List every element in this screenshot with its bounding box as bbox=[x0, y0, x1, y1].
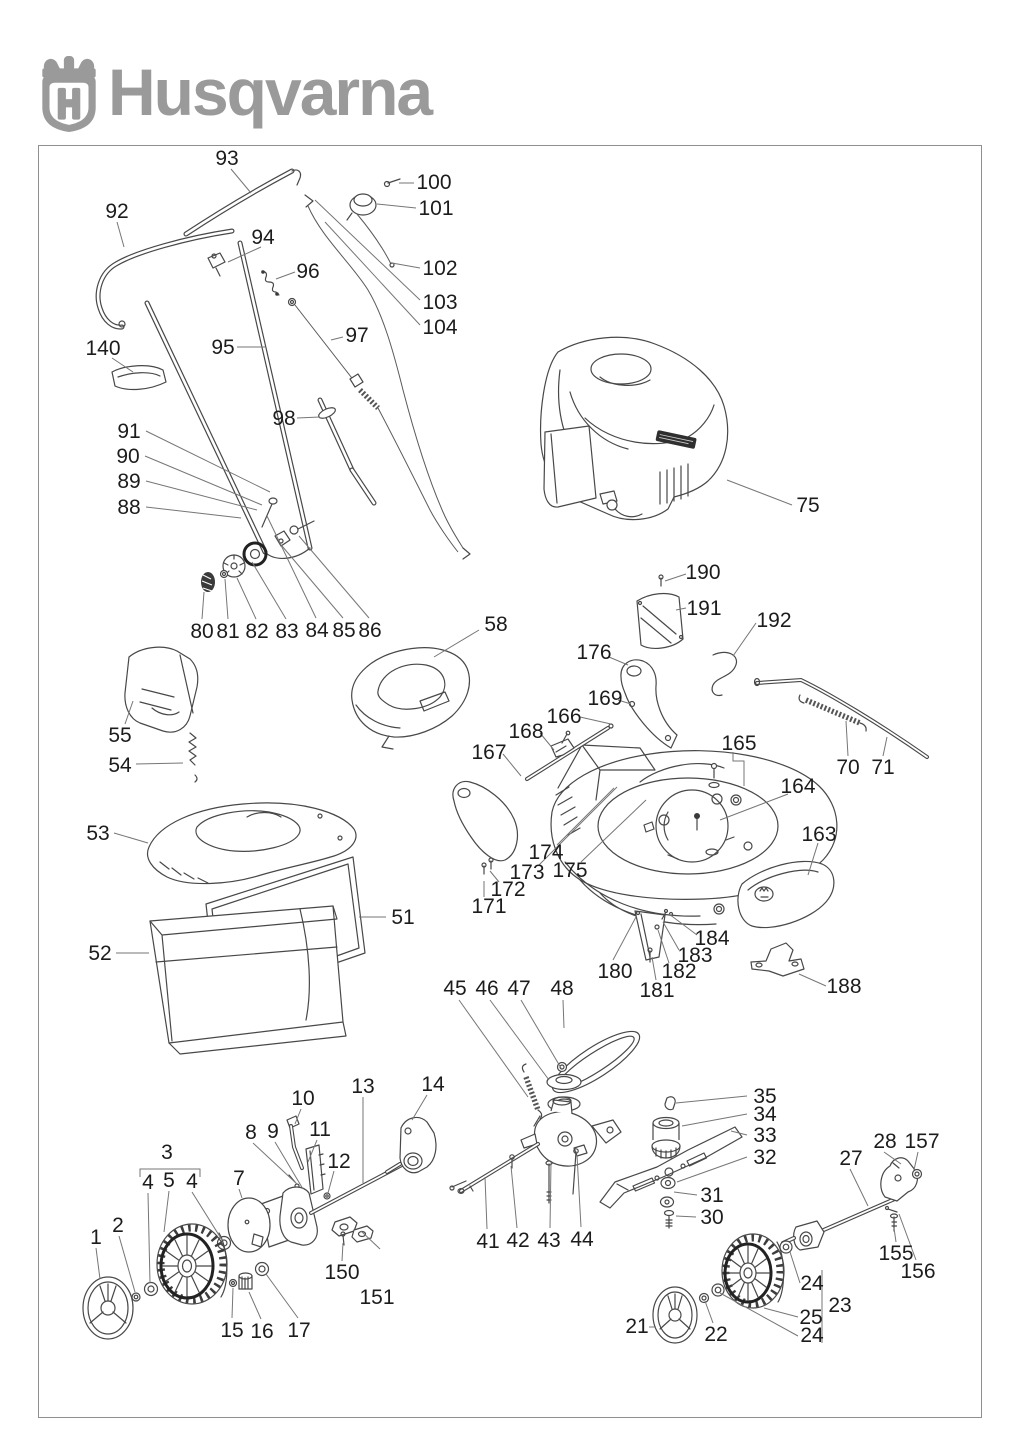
part-12-pin bbox=[324, 1193, 330, 1199]
part-label-191: 191 bbox=[686, 597, 722, 620]
part-label-183: 183 bbox=[677, 944, 713, 967]
part-54-spring bbox=[189, 733, 197, 782]
part-84-bolt bbox=[262, 498, 277, 527]
part-7-dust-disc bbox=[228, 1198, 270, 1252]
part-11-bracket-plate bbox=[306, 1145, 325, 1194]
part-1-front-hubcap bbox=[83, 1277, 133, 1339]
leader-75 bbox=[727, 480, 792, 505]
leader-53 bbox=[114, 833, 148, 843]
part-label-28: 28 bbox=[873, 1130, 897, 1153]
part-35-key bbox=[665, 1097, 675, 1110]
part-label-150: 150 bbox=[324, 1261, 360, 1284]
part-label-90: 90 bbox=[116, 445, 140, 468]
part-label-93: 93 bbox=[215, 147, 239, 170]
part-5-front-wheel bbox=[157, 1224, 227, 1304]
part-98-cable-guide-tube bbox=[317, 400, 374, 503]
leader-12 bbox=[328, 1171, 334, 1193]
part-41-axle-shaft bbox=[458, 1144, 538, 1193]
part-label-24: 24 bbox=[800, 1324, 824, 1347]
part-label-104: 104 bbox=[422, 316, 458, 339]
part-label-84: 84 bbox=[305, 619, 329, 642]
part-label-163: 163 bbox=[801, 823, 837, 846]
part-34-blade-adapter bbox=[652, 1118, 680, 1159]
part-45-spring bbox=[522, 1064, 541, 1126]
part-label-95: 95 bbox=[211, 336, 235, 359]
part-label-155: 155 bbox=[878, 1242, 914, 1265]
part-label-7: 7 bbox=[233, 1167, 245, 1190]
part-100-screw bbox=[385, 179, 401, 187]
part-83-friction-ring bbox=[244, 543, 266, 565]
part-96-spring bbox=[261, 270, 279, 296]
leader-81 bbox=[225, 579, 228, 619]
part-label-53: 53 bbox=[86, 822, 110, 845]
part-label-83: 83 bbox=[275, 620, 299, 643]
brand-wordmark: Husqvarna bbox=[108, 55, 432, 129]
part-label-167: 167 bbox=[471, 741, 507, 764]
part-label-30: 30 bbox=[700, 1206, 724, 1229]
leader-5 bbox=[164, 1191, 169, 1232]
part-label-102: 102 bbox=[422, 257, 458, 280]
part-label-17: 17 bbox=[287, 1319, 311, 1342]
leader-150 bbox=[342, 1243, 343, 1261]
leader-9 bbox=[275, 1142, 303, 1189]
part-171-172-screws bbox=[482, 858, 493, 874]
leader-15 bbox=[232, 1288, 233, 1318]
part-label-44: 44 bbox=[570, 1228, 594, 1251]
leader-25 bbox=[764, 1308, 798, 1317]
part-label-47: 47 bbox=[507, 977, 531, 1000]
part-label-88: 88 bbox=[117, 496, 141, 519]
leader-90 bbox=[145, 456, 262, 505]
part-label-169: 169 bbox=[587, 687, 623, 710]
leader-7 bbox=[239, 1189, 242, 1198]
leader-30 bbox=[676, 1216, 696, 1217]
leader-27 bbox=[850, 1169, 868, 1206]
leader-24 bbox=[790, 1252, 800, 1283]
part-label-168: 168 bbox=[508, 720, 544, 743]
part-75-engine bbox=[541, 337, 728, 519]
leader-176 bbox=[609, 657, 628, 665]
part-label-22: 22 bbox=[704, 1323, 728, 1346]
leader-16 bbox=[249, 1292, 261, 1319]
part-93-upper-handle bbox=[186, 170, 301, 234]
part-188-bracket bbox=[751, 943, 804, 976]
leader-1 bbox=[96, 1248, 100, 1279]
part-70-spring bbox=[799, 695, 866, 731]
part-4-bearing-inner bbox=[145, 1283, 158, 1296]
leader-190 bbox=[665, 574, 686, 581]
part-30-blade-bolt bbox=[665, 1211, 674, 1229]
part-label-43: 43 bbox=[537, 1229, 561, 1252]
part-71-door-rod bbox=[755, 679, 928, 758]
leader-86 bbox=[299, 536, 369, 618]
part-label-180: 180 bbox=[597, 960, 633, 983]
part-label-55: 55 bbox=[108, 724, 132, 747]
leader-80 bbox=[202, 592, 204, 619]
leader-157 bbox=[914, 1152, 918, 1170]
part-21-rear-hubcap bbox=[653, 1287, 697, 1343]
part-81-washer bbox=[221, 571, 228, 578]
part-label-165: 165 bbox=[721, 732, 757, 755]
part-label-173: 173 bbox=[509, 861, 545, 884]
part-label-166: 166 bbox=[546, 705, 582, 728]
leader-46 bbox=[490, 1000, 549, 1080]
part-17-drive-cap bbox=[256, 1263, 269, 1276]
part-label-97: 97 bbox=[345, 324, 369, 347]
part-52-catcher-bag bbox=[150, 906, 346, 1054]
leader-17 bbox=[266, 1274, 298, 1318]
part-label-176: 176 bbox=[576, 641, 612, 664]
part-label-157: 157 bbox=[904, 1130, 940, 1153]
leader-83 bbox=[252, 562, 286, 619]
part-label-85: 85 bbox=[332, 619, 356, 642]
leader-45 bbox=[459, 1000, 528, 1097]
part-label-48: 48 bbox=[550, 977, 574, 1000]
part-label-1: 1 bbox=[90, 1226, 102, 1249]
part-label-15: 15 bbox=[220, 1319, 244, 1342]
part-48-drive-belt bbox=[545, 1022, 647, 1103]
part-label-12: 12 bbox=[327, 1150, 351, 1173]
part-label-52: 52 bbox=[88, 942, 112, 965]
part-94-cable-clamp bbox=[208, 253, 225, 276]
part-14-axle-bracket bbox=[387, 1117, 466, 1190]
part-25-rear-wheel bbox=[722, 1234, 784, 1308]
part-95-handle-tubes bbox=[147, 243, 310, 558]
part-label-41: 41 bbox=[476, 1230, 500, 1253]
leader-44 bbox=[577, 1155, 581, 1227]
leader-166 bbox=[580, 717, 611, 724]
part-label-103: 103 bbox=[422, 291, 458, 314]
part-label-35: 35 bbox=[753, 1085, 777, 1108]
part-label-14: 14 bbox=[421, 1073, 445, 1096]
leader-85 bbox=[282, 546, 343, 618]
part-label-33: 33 bbox=[753, 1124, 777, 1147]
part-label-71: 71 bbox=[871, 756, 895, 779]
leader-104 bbox=[325, 222, 420, 325]
part-label-11: 11 bbox=[309, 1118, 331, 1141]
leader-47 bbox=[521, 1000, 561, 1068]
part-label-100: 100 bbox=[416, 171, 452, 194]
part-label-151: 151 bbox=[359, 1286, 395, 1309]
part-label-4: 4 bbox=[142, 1171, 154, 1194]
part-label-21: 21 bbox=[625, 1315, 649, 1338]
part-label-98: 98 bbox=[272, 407, 296, 430]
leader-48 bbox=[563, 1000, 564, 1028]
leader-82 bbox=[237, 578, 256, 619]
part-101-throttle-knob bbox=[347, 194, 376, 220]
leader-192 bbox=[733, 623, 756, 656]
part-label-32: 32 bbox=[753, 1146, 777, 1169]
leader-96 bbox=[276, 272, 295, 279]
part-label-25: 25 bbox=[799, 1306, 823, 1329]
leader-155 bbox=[894, 1228, 896, 1242]
part-label-181: 181 bbox=[639, 979, 675, 1002]
part-150-151-clips bbox=[332, 1217, 373, 1245]
leader-188 bbox=[799, 974, 826, 986]
part-28-axle-bracket bbox=[881, 1158, 918, 1201]
part-label-45: 45 bbox=[443, 977, 467, 1000]
part-15-washer bbox=[230, 1280, 237, 1287]
part-102-cable-short bbox=[357, 214, 394, 267]
part-label-34: 34 bbox=[753, 1103, 777, 1126]
leader-41 bbox=[485, 1177, 487, 1229]
part-103-104-throttle-cable bbox=[305, 195, 470, 559]
part-label-3: 3 bbox=[161, 1141, 173, 1164]
part-10-lever bbox=[287, 1116, 302, 1168]
part-label-82: 82 bbox=[245, 620, 269, 643]
part-label-81: 81 bbox=[216, 620, 240, 643]
leader-93 bbox=[231, 169, 251, 193]
leader-97 bbox=[331, 337, 343, 340]
part-32-washer bbox=[661, 1178, 675, 1189]
part-label-184: 184 bbox=[694, 927, 730, 950]
leader-98 bbox=[297, 417, 320, 418]
part-label-24: 24 bbox=[800, 1272, 824, 1295]
part-167-front-bracket-arm bbox=[453, 781, 517, 860]
part-label-175: 175 bbox=[552, 859, 588, 882]
leader-34 bbox=[682, 1114, 747, 1126]
part-label-58: 58 bbox=[484, 613, 508, 636]
transmission-gearbox bbox=[521, 1097, 621, 1166]
part-label-91: 91 bbox=[117, 420, 141, 443]
leader-42 bbox=[511, 1166, 517, 1228]
leader-58 bbox=[434, 630, 479, 657]
leader-8 bbox=[253, 1143, 297, 1184]
part-label-70: 70 bbox=[836, 756, 860, 779]
part-label-172: 172 bbox=[490, 878, 526, 901]
part-85-plate bbox=[275, 531, 290, 546]
part-label-164: 164 bbox=[780, 775, 816, 798]
part-2-washer bbox=[132, 1293, 140, 1301]
part-label-42: 42 bbox=[506, 1229, 530, 1252]
part-label-96: 96 bbox=[296, 260, 320, 283]
part-label-101: 101 bbox=[418, 197, 454, 220]
part-label-80: 80 bbox=[190, 620, 214, 643]
part-31-washer bbox=[661, 1197, 674, 1207]
part-label-2: 2 bbox=[112, 1214, 124, 1237]
part-label-16: 16 bbox=[250, 1320, 274, 1343]
part-label-51: 51 bbox=[391, 906, 415, 929]
part-16-pinion bbox=[239, 1273, 252, 1289]
part-140-deflector bbox=[112, 366, 166, 390]
part-label-92: 92 bbox=[105, 200, 129, 223]
part-label-54: 54 bbox=[108, 754, 132, 777]
part-label-13: 13 bbox=[351, 1075, 375, 1098]
part-label-140: 140 bbox=[85, 337, 121, 360]
part-58-mulch-plug bbox=[352, 648, 470, 749]
part-157-ring bbox=[913, 1170, 922, 1179]
part-label-190: 190 bbox=[685, 561, 721, 584]
leader-4 bbox=[148, 1193, 150, 1283]
part-label-192: 192 bbox=[756, 609, 792, 632]
part-155-156-screw-clip bbox=[886, 1207, 898, 1232]
part-label-75: 75 bbox=[796, 494, 820, 517]
part-24-bearing-outer bbox=[780, 1241, 792, 1253]
part-55-side-discharge-cover bbox=[125, 647, 198, 732]
leader-102 bbox=[392, 263, 420, 268]
leader-70 bbox=[846, 721, 848, 756]
leader-180 bbox=[613, 917, 636, 960]
leader-181 bbox=[652, 957, 656, 980]
leader-88 bbox=[146, 507, 241, 518]
part-label-4: 4 bbox=[186, 1170, 198, 1193]
part-label-10: 10 bbox=[291, 1087, 315, 1110]
part-22-washer bbox=[700, 1294, 709, 1303]
part-label-8: 8 bbox=[245, 1121, 257, 1144]
part-label-156: 156 bbox=[900, 1260, 936, 1283]
part-label-174: 174 bbox=[528, 841, 564, 864]
part-label-94: 94 bbox=[251, 226, 275, 249]
part-label-23: 23 bbox=[828, 1294, 852, 1317]
leader-101 bbox=[377, 204, 416, 208]
part-192-door-spring-hook bbox=[712, 652, 736, 695]
leader-43 bbox=[550, 1162, 551, 1228]
part-label-182: 182 bbox=[661, 960, 697, 983]
part-92-lower-handle bbox=[98, 231, 232, 327]
leader-35 bbox=[676, 1096, 747, 1103]
part-191-rear-door bbox=[637, 594, 683, 649]
leader-54 bbox=[136, 763, 183, 764]
leader-22 bbox=[705, 1301, 713, 1323]
part-label-9: 9 bbox=[267, 1120, 279, 1143]
part-80-cam bbox=[201, 572, 215, 592]
part-label-89: 89 bbox=[117, 470, 141, 493]
part-163-deck bbox=[551, 745, 837, 928]
part-label-171: 171 bbox=[471, 895, 507, 918]
part-label-86: 86 bbox=[358, 619, 382, 642]
leader-14 bbox=[412, 1095, 427, 1120]
part-label-5: 5 bbox=[163, 1169, 175, 1192]
part-label-188: 188 bbox=[826, 975, 862, 998]
part-190-screw bbox=[659, 575, 663, 586]
part-label-31: 31 bbox=[700, 1184, 724, 1207]
part-label-46: 46 bbox=[475, 977, 499, 1000]
leader-71 bbox=[883, 737, 887, 756]
leader-31 bbox=[674, 1192, 697, 1195]
leader-92 bbox=[117, 222, 124, 247]
leader-4 bbox=[192, 1192, 222, 1240]
part-label-27: 27 bbox=[839, 1147, 863, 1170]
